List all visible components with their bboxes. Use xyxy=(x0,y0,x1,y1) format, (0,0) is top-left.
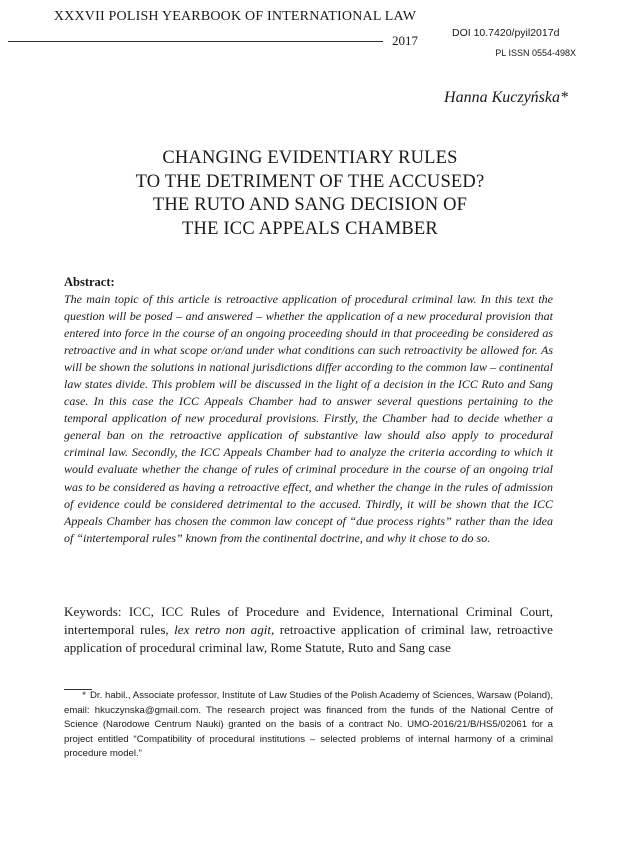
author-name: Hanna Kuczyńska* xyxy=(444,89,568,106)
journal-year: 2017 xyxy=(392,33,418,48)
issn-label: PL ISSN 0554-498X xyxy=(495,48,576,58)
abstract-label: Abstract: xyxy=(64,275,115,289)
keywords xyxy=(64,603,553,657)
title-line: THE ICC APPEALS CHAMBER xyxy=(182,218,438,239)
title-line: THE RUTO AND SANG DECISION OF xyxy=(152,195,468,215)
header-rule xyxy=(8,41,383,42)
footnote xyxy=(64,689,553,762)
doi-label: DOI 10.7420/pyil2017d xyxy=(452,27,560,39)
keywords-part2: , retroactive application of criminal law, retroactive application of procedural criminal law, Rome Statute, Ruto and Sang case xyxy=(64,622,553,655)
keywords-latin: lex retro non agit xyxy=(174,622,272,637)
title-line: TO THE DETRIMENT OF THE ACCUSED? xyxy=(135,171,485,192)
article-title xyxy=(90,147,530,241)
abstract-text: The main topic of this article is retroactive application of procedural criminal law. In this text the question will be posed – and answered – whether the application of a new procedural provision that entered into force in the course of an ongoing proceeding should in that proceeding be considered as retroactive and in what scope or/and under what conditions can such retroactivity be allowed for. As will be shown the solutions in national jurisdictions differ according to the common law – continental law states divide. This problem will be discussed in the light of a decision in the ICC Ruto and Sang case. In this case the ICC Appeals Chamber had to answer several questions pertaining to the temporal application of new procedural provisions. Firstly, the Chamber had to decide whether a general ban on the retroactive application of substantive law should also apply to procedural criminal law. Secondly, the ICC Appeals Chamber had to analyze the criteria according to which it would evaluate whether the change of rules of criminal procedure in the course of an ongoing trial was to be considered as having a retroactive effect, and whether the change in the rules of admission of evidence could be considered detrimental to the accused. Thirdly, it will be shown that the ICC Appeals Chamber has chosen the common law concept of “due process rights” rather than the idea of “intertemporal rules” known from the continental doctrine, and why it chose to do so. xyxy=(64,292,553,545)
keywords-part1: ICC, ICC Rules of Procedure and Evidence, International Criminal Court, intertemporal rules, xyxy=(64,604,553,637)
footnote-text: Dr. habil., Associate professor, Institute of Law Studies of the Polish Academy of Sciences, Warsaw (Poland), email: hkuczynska@gmail.com. The research project was financed from the funds of the National Centre of Science (Narodowe Centrum Nauki) granted on the basis of a contract No. UMO-2016/21/B/HS5/02061 for a project entitled “Compatibility of procedural institutions – selected problems of internal harmony of a criminal procedure model.” xyxy=(64,690,553,760)
title-line: CHANGING EVIDENTIARY RULES xyxy=(162,148,458,168)
footnote-mark: * xyxy=(82,690,86,701)
journal-title: XXXVII POLISH YEARBOOK OF INTERNATIONAL LAW xyxy=(53,9,417,24)
keywords-label: Keywords: xyxy=(64,604,122,619)
